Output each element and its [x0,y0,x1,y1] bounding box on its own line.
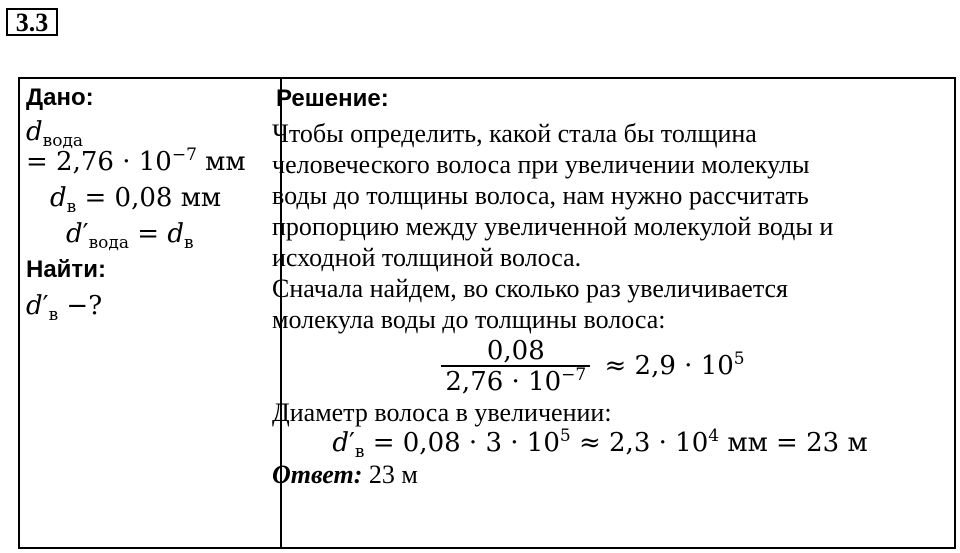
given-d-water: $d_{вода}$ [26,117,84,151]
given-d-prime-water: $d'_{вода} = d_в$ [66,219,194,253]
diameter-line: Диаметр волоса в увеличении: [272,398,612,427]
solution-table [18,77,956,549]
solution-heading: Решение: [276,85,389,112]
given-heading: Дано: [26,84,94,111]
answer-value: 23 м [368,460,418,489]
solution-text-line: человеческого волоса при увеличении молекулы [272,150,810,179]
ratio-formula [272,337,948,397]
answer-label: Ответ: [272,460,363,489]
find-heading: Найти: [26,256,106,283]
given-d-water-value: = $2,76 \cdot 10^{-7}$ мм [26,145,246,177]
solution-text-line: исходной толщиной волоса. [272,243,582,272]
solution-text-line: Сначала найдем, во сколько раз увеличивается [272,274,789,303]
fraction-denominator: $2,76 \cdot 10^{-7}$ [441,365,590,397]
ratio-fraction [441,337,590,397]
final-formula: $d'_в = 0,08 \cdot 3 \cdot 10^5 \approx 2,3 \cdot 10^4$ мм = 23 м [332,426,868,462]
given-d-hair: $d_в = 0,08$ мм [50,183,222,217]
solution-text-line: пропорцию между увеличенной молекулой воды и [272,212,834,241]
ratio-result: ≈ $2,9 \cdot 10^5$ [604,349,745,381]
solution-text-line: молекула воды до толщины волоса: [272,305,666,334]
given-column [26,83,274,325]
answer-line [272,459,948,490]
solution-text-line: воды до толщины волоса, нам нужно рассчитать [272,181,809,210]
fraction-numerator: 0,08 [486,336,545,366]
problem-number: 3.3 [6,8,58,36]
solution-text-line: Чтобы определить, какой стала бы толщина [272,119,757,148]
solution-column [272,83,948,490]
find-d-prime-hair: $d'_в$ −? [26,291,103,325]
